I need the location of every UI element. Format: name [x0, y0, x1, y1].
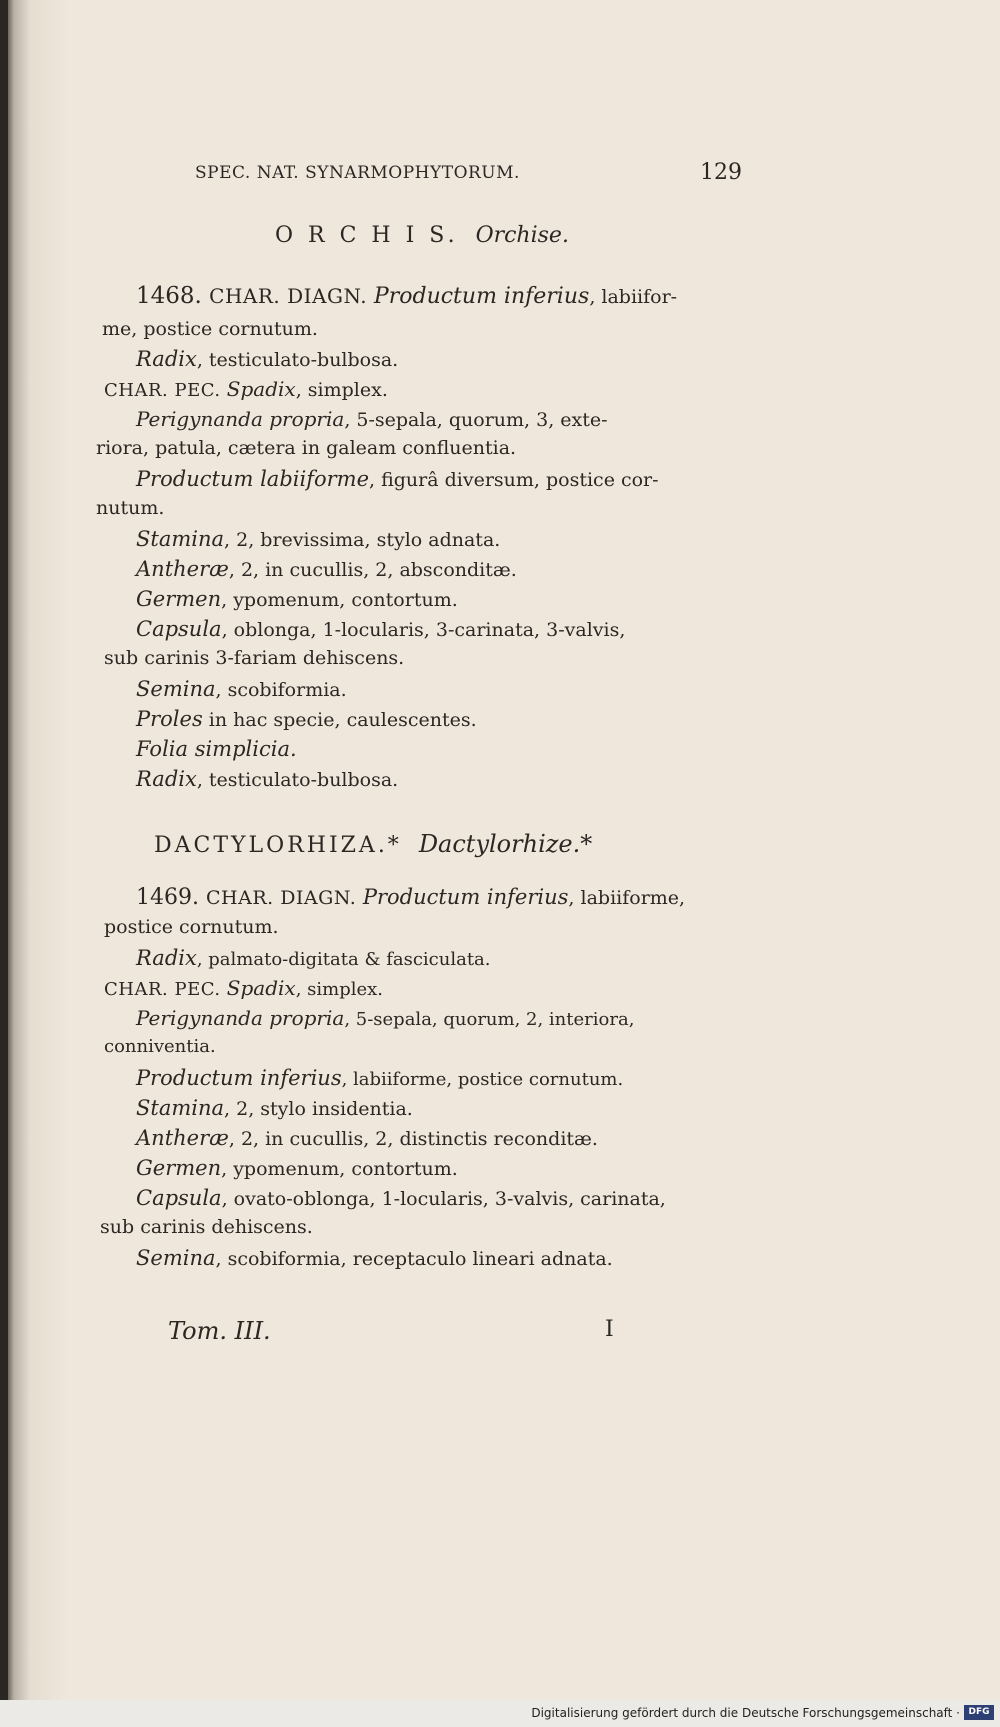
genus-heading-orchis — [275, 223, 569, 248]
text-line: Productum inferius, labiiforme, postice cornutum. — [136, 1066, 624, 1090]
text-line: Radix, testiculato-bulbosa. — [136, 347, 399, 371]
text-line: conniventia. — [104, 1036, 216, 1057]
genus-heading-dactylorhiza — [154, 830, 592, 858]
text-line: Stamina, 2, stylo insidentia. — [136, 1096, 413, 1120]
book-page — [8, 0, 1000, 1700]
text-line: Capsula, ovato-oblonga, 1-locularis, 3-valvis, carinata, — [136, 1186, 666, 1210]
text-line: Radix, testiculato-bulbosa. — [136, 767, 399, 791]
digitization-footer — [0, 1700, 1000, 1727]
text-line: Radix, palmato-digitata & fasciculata. — [136, 946, 491, 970]
text-line: Perigynanda propria, 5-sepala, quorum, 2, interiora, — [136, 1006, 635, 1030]
text-line: Germen, ypomenum, contortum. — [136, 1156, 458, 1180]
page-number: 129 — [700, 160, 742, 185]
gathering-signature: I — [605, 1317, 614, 1342]
text-line: Antheræ, 2, in cucullis, 2, absconditæ. — [136, 557, 517, 581]
text-line: 1469. CHAR. DIAGN. Productum inferius, labiiforme, — [136, 885, 686, 910]
genus-vernacular: Orchise. — [475, 223, 569, 248]
text-line: Semina, scobiformia, receptaculo lineari adnata. — [136, 1246, 613, 1270]
text-line: Semina, scobiformia. — [136, 677, 347, 701]
volume-signature: Tom. III. — [168, 1317, 271, 1345]
genus-name: O R C H I S. — [275, 223, 459, 248]
text-line: Capsula, oblonga, 1-locularis, 3-carinata, 3-valvis, — [136, 617, 626, 641]
text-line: CHAR. PEC. Spadix, simplex. — [104, 377, 388, 401]
text-line: CHAR. PEC. Spadix, simplex. — [104, 976, 384, 1000]
text-line: Perigynanda propria, 5-sepala, quorum, 3, exte- — [136, 407, 608, 431]
text-line: Folia simplicia. — [136, 737, 297, 761]
text-line: Germen, ypomenum, contortum. — [136, 587, 458, 611]
text-line: Antheræ, 2, in cucullis, 2, distinctis reconditæ. — [136, 1126, 598, 1150]
dfg-logo: DFG — [964, 1705, 994, 1720]
text-line: Proles in hac specie, caulescentes. — [136, 707, 477, 731]
genus-vernacular: Dactylorhize.* — [418, 830, 593, 858]
text-line: postice cornutum. — [104, 916, 279, 938]
text-line: sub carinis 3-fariam dehiscens. — [104, 647, 405, 669]
text-line: nutum. — [96, 497, 165, 519]
text-line: Stamina, 2, brevissima, stylo adnata. — [136, 527, 501, 551]
text-line: Productum labiiforme, figurâ diversum, postice cor- — [136, 467, 659, 491]
running-head-title: SPEC. NAT. SYNARMOPHYTORUM. — [195, 163, 520, 183]
text-line: 1468. CHAR. DIAGN. Productum inferius, labiifor- — [136, 283, 678, 309]
text-line: me, postice cornutum. — [102, 318, 318, 340]
text-line: riora, patula, cætera in galeam confluentia. — [96, 437, 517, 459]
digitization-credit: Digitalisierung gefördert durch die Deutsche Forschungsgemeinschaft · — [531, 1706, 960, 1720]
text-line: sub carinis dehiscens. — [100, 1216, 313, 1238]
genus-name: DACTYLORHIZA.* — [154, 833, 402, 858]
